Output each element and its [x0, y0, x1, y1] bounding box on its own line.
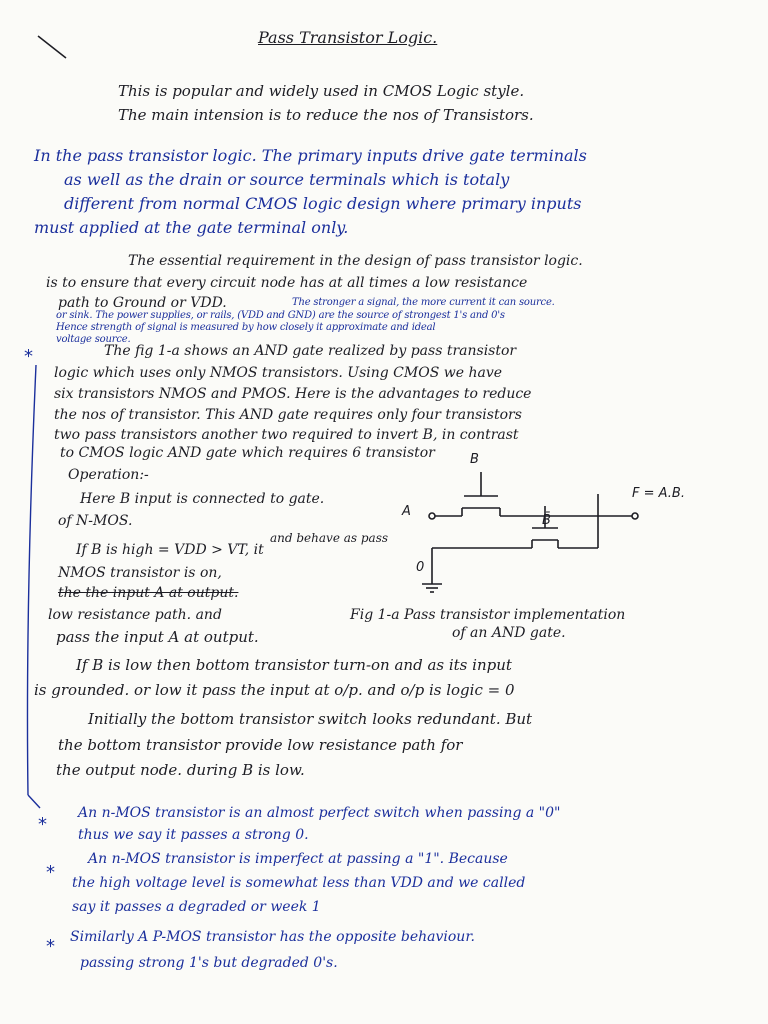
para3-operation: Operation:-	[68, 467, 149, 483]
para2-note-1: The stronger a signal, the more current it can source.	[292, 297, 555, 308]
para2-line-1: The essential requirement in the design of pass transistor logic.	[128, 253, 583, 269]
op-line-7: pass the input A at output.	[56, 628, 259, 646]
para3-line-1: The fig 1-a shows an AND gate realized by pass transistor	[104, 343, 517, 359]
para3-line-3: six transistors NMOS and PMOS. Here is the advantages to reduce	[54, 386, 532, 402]
para3-line-6: to CMOS logic AND gate which requires 6 transistor	[60, 445, 435, 461]
op-line-4: NMOS transistor is on,	[58, 565, 222, 581]
para3-line-5: two pass transistors another two required to invert B, in contrast	[54, 427, 519, 443]
para1-line-3: different from normal CMOS logic design where primary inputs	[64, 194, 582, 213]
op-line-8: If B is low then bottom transistor turn-on and as its input	[76, 656, 512, 674]
asterisk-mark-3: *	[46, 862, 55, 883]
intro-line-2: The main intension is to reduce the nos of Transistors.	[118, 106, 534, 124]
op-line-2: of N-MOS.	[58, 513, 133, 529]
asterisk-mark-2: *	[38, 814, 47, 835]
para3-line-4: the nos of transistor. This AND gate requires only four transistors	[54, 407, 522, 423]
op-line-5-struck: the the input A at output.	[58, 585, 239, 601]
figure-caption: Fig 1-a Pass transistor implementation	[350, 607, 626, 623]
note-line-6: Similarly A P-MOS transistor has the opposite behaviour.	[70, 929, 475, 945]
figure-label-output: F = A.B.	[632, 486, 685, 501]
figure-label-a: A	[402, 504, 411, 519]
page-title: Pass Transistor Logic.	[258, 28, 438, 47]
op-line-9: is grounded. or low it pass the input at o/p. and o/p is logic = 0	[34, 681, 515, 699]
intro-line-1: This is popular and widely used in CMOS Logic style.	[118, 82, 525, 100]
figure-label-bbar: B̄	[542, 513, 551, 528]
note-line-1: An n-MOS transistor is an almost perfect switch when passing a "0"	[78, 805, 561, 821]
note-line-7: passing strong 1's but degraded 0's.	[80, 955, 338, 971]
figure-caption-2: of an AND gate.	[452, 625, 566, 641]
note-line-3: An n-MOS transistor is imperfect at passing a "1". Because	[88, 851, 508, 867]
para2-line-3: path to Ground or VDD.	[58, 295, 227, 311]
para1-line-1: In the pass transistor logic. The primary inputs drive gate terminals	[34, 146, 587, 165]
op-line-12: the output node. during B is low.	[56, 761, 305, 779]
op-line-3-insert: and behave as pass	[270, 531, 389, 545]
op-line-1: Here B input is connected to gate.	[80, 491, 325, 507]
figure-label-zero: 0	[416, 560, 425, 575]
op-line-6: low resistance path. and	[48, 607, 222, 623]
para2-line-2: is to ensure that every circuit node has at all times a low resistance	[46, 275, 528, 291]
note-line-4: the high voltage level is somewhat less than VDD and we called	[72, 875, 526, 891]
asterisk-mark-4: *	[46, 936, 55, 957]
para2-note-4: voltage source.	[56, 334, 131, 345]
para2-note-2: or sink. The power supplies, or rails, (VDD and GND) are the source of strongest 1's and 0's	[56, 310, 505, 321]
op-line-10: Initially the bottom transistor switch looks redundant. But	[88, 710, 533, 728]
note-line-2: thus we say it passes a strong 0.	[78, 827, 309, 843]
para3-line-2: logic which uses only NMOS transistors. Using CMOS we have	[54, 365, 503, 381]
op-line-3: If B is high = VDD > VT, it	[76, 542, 264, 558]
figure-label-b: B	[470, 452, 479, 467]
para1-line-2: as well as the drain or source terminals which is totaly	[64, 170, 510, 189]
op-line-11: the bottom transistor provide low resistance path for	[58, 736, 463, 754]
para1-line-4: must applied at the gate terminal only.	[34, 218, 349, 237]
note-line-5: say it passes a degraded or week 1	[72, 899, 321, 915]
asterisk-mark: *	[24, 346, 33, 367]
para2-note-3: Hence strength of signal is measured by how closely it approximate and ideal	[56, 322, 436, 333]
